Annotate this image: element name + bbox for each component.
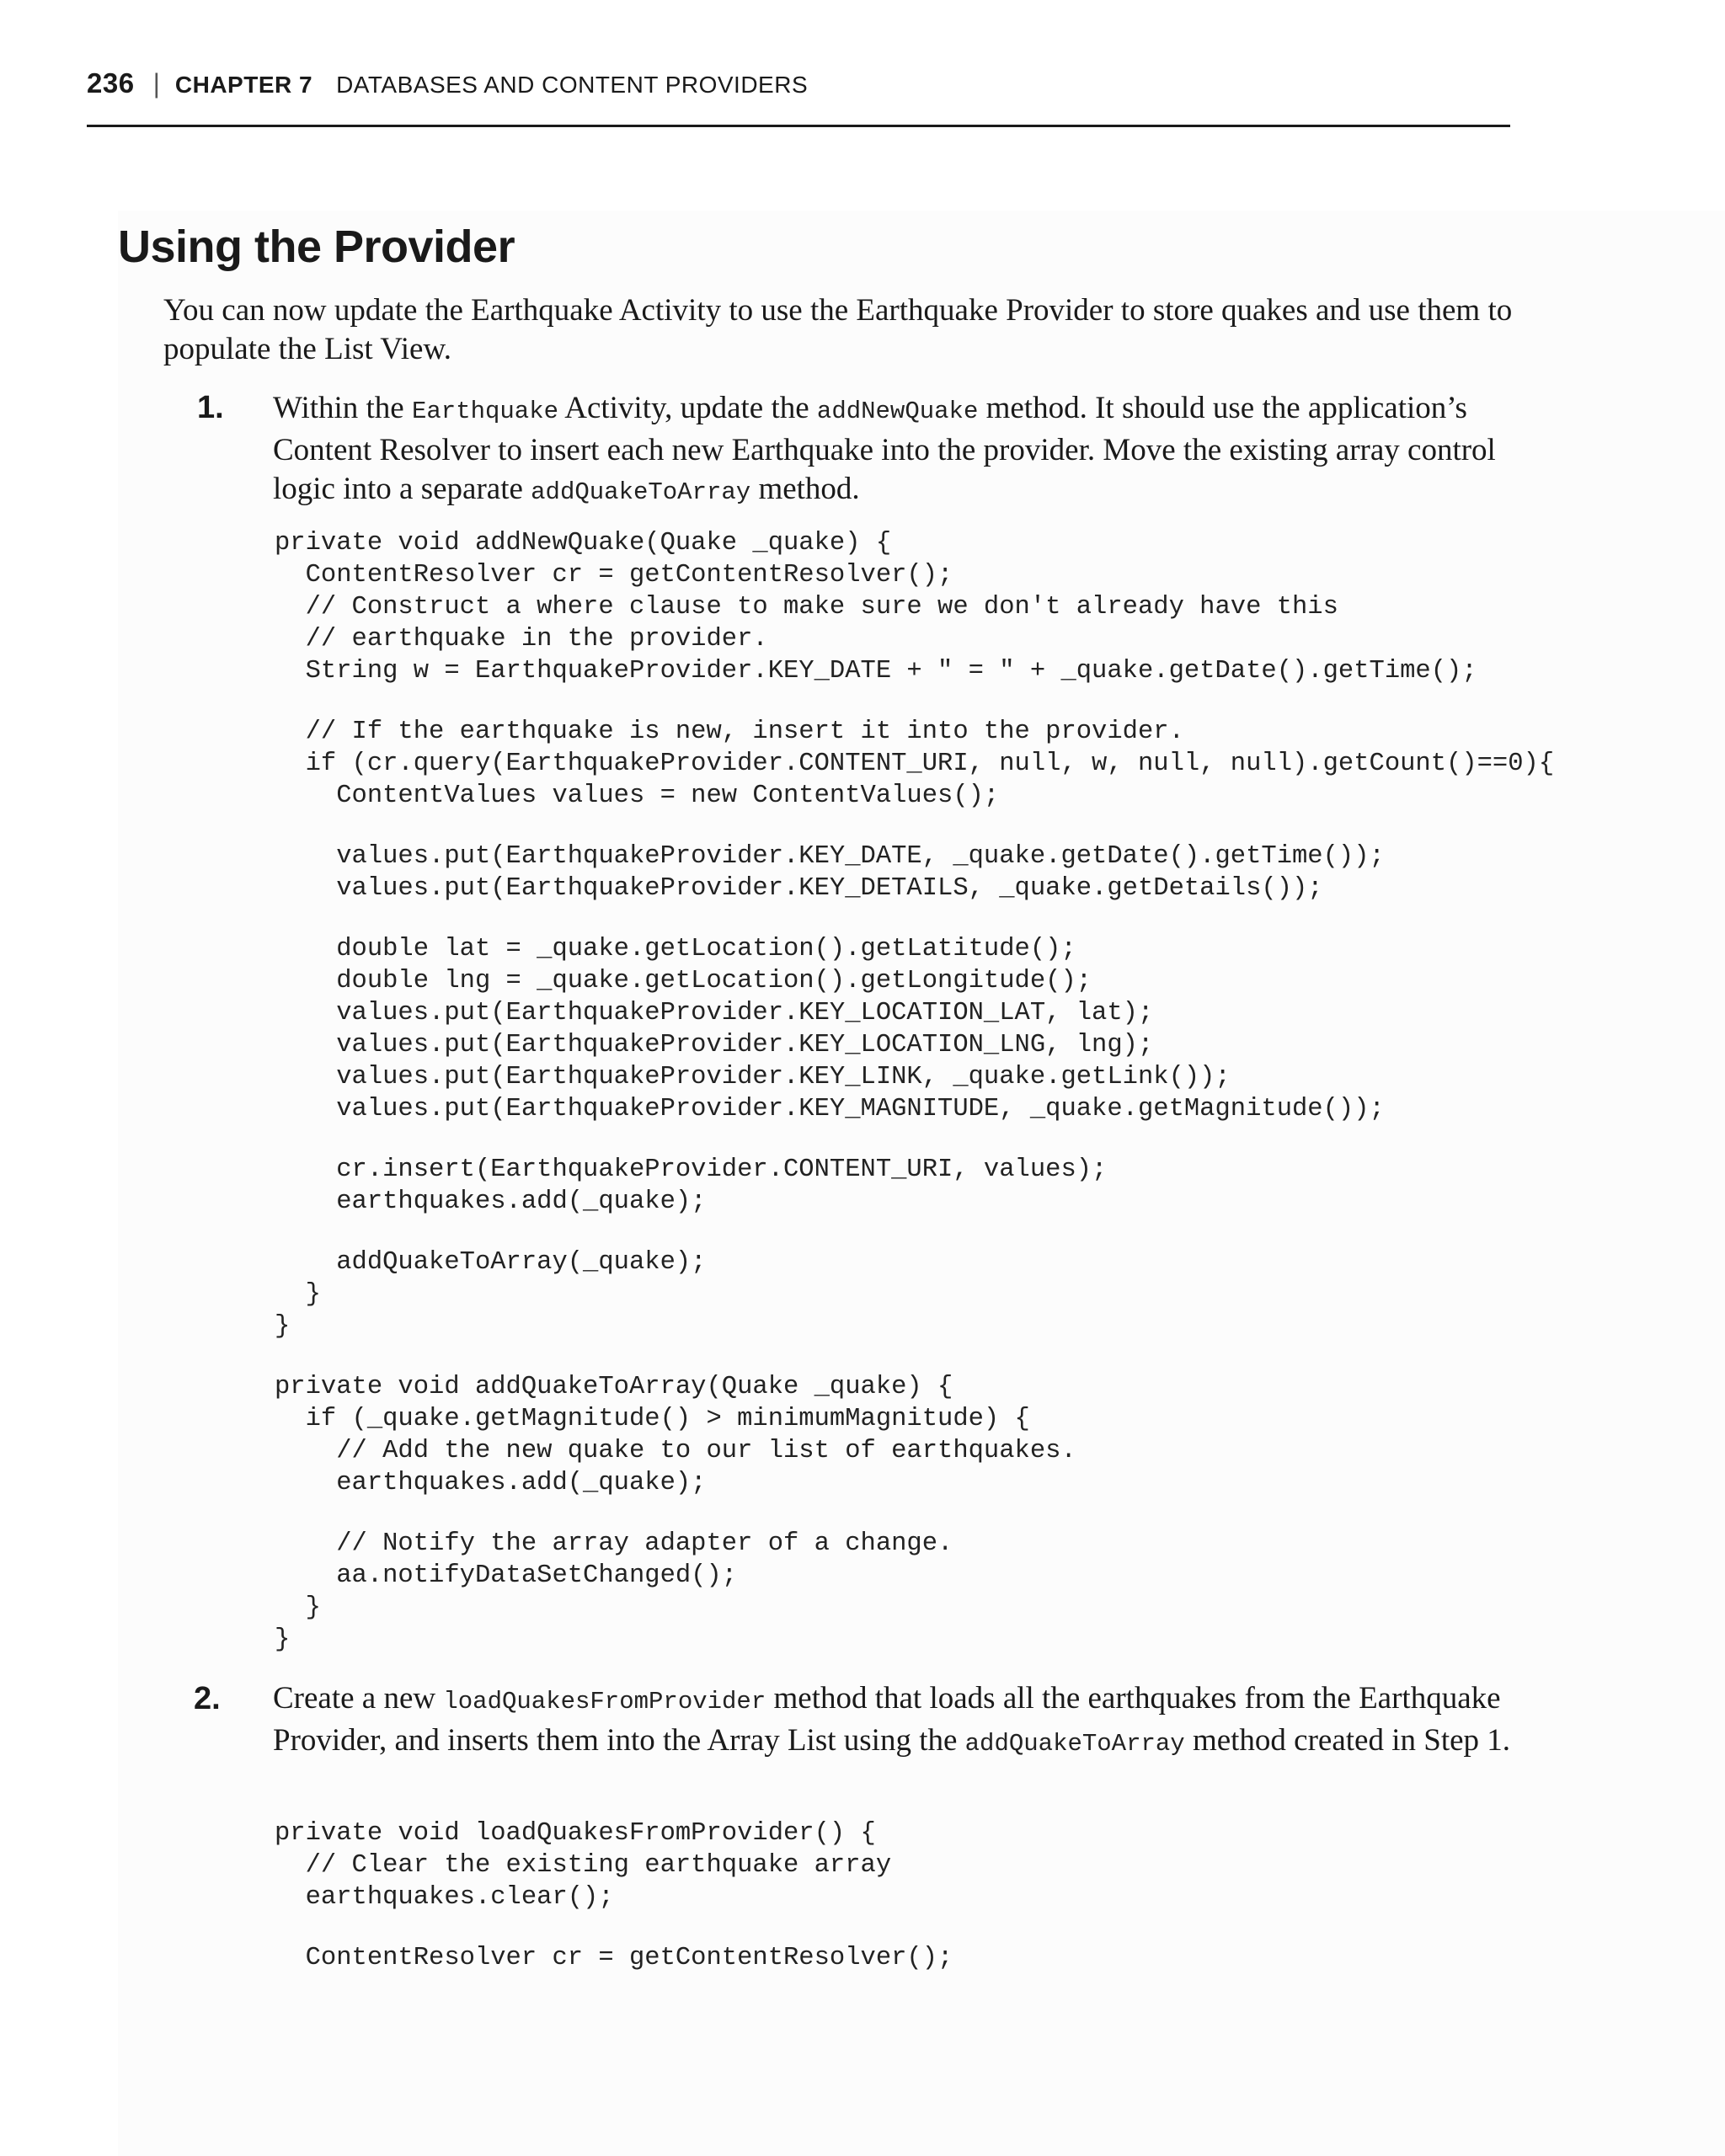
code-line: cr.insert(EarthquakeProvider.CONTENT_URI, values); [275,1155,1108,1184]
code-line: // Construct a where clause to make sure we don't already have this [275,593,1338,622]
code-line: } [275,1593,321,1622]
code-line: ContentResolver cr = getContentResolver(); [275,561,953,590]
code-line [275,687,1572,716]
step-1-number: 1. [197,390,224,425]
chapter-label: CHAPTER 7 [174,72,313,98]
code-line: values.put(EarthquakeProvider.KEY_LOCATION_LNG, lng); [275,1031,1154,1059]
running-header [87,67,1510,126]
inline-code: Earthquake [411,398,559,425]
code-line: if (cr.query(EarthquakeProvider.CONTENT_URI, null, w, null, null).getCount()==0){ [275,750,1555,778]
code-line [275,1913,1572,1942]
code-line [275,1125,1572,1154]
code-line [275,1218,1572,1246]
code-line: String w = EarthquakeProvider.KEY_DATE + " = " + _quake.getDate().getTime(); [275,657,1477,686]
code-line: values.put(EarthquakeProvider.KEY_LOCATION_LAT, lat); [275,999,1154,1027]
code-line [275,812,1572,841]
code-line: ContentValues values = new ContentValues(); [275,782,1000,810]
code-line: // If the earthquake is new, insert it into the provider. [275,718,1184,746]
inline-code: addQuakeToArray [964,1730,1185,1758]
code-line: values.put(EarthquakeProvider.KEY_LINK, _quake.getLink()); [275,1063,1231,1091]
inline-code: loadQuakesFromProvider [443,1688,766,1716]
intro-paragraph: You can now update the Earthquake Activity to use the Earthquake Provider to store quakes and use them to populate the List View. [163,293,1513,366]
code-line: private void loadQuakesFromProvider() { [275,1819,876,1848]
code-line: private void addNewQuake(Quake _quake) { [275,529,892,558]
inline-code: addQuakeToArray [531,478,751,506]
header-separator: | [152,68,160,99]
inline-code: addNewQuake [816,398,979,425]
code-line [275,1499,1572,1528]
code-line: values.put(EarthquakeProvider.KEY_DATE, _quake.getDate().getTime()); [275,842,1385,871]
step-1-text: Within the Earthquake Activity, update the addNewQuake method. It should use the application’s Content Resolver to insert each new Earthquake into the provider. Move the existing array control logic into a separate addQuakeToArray method. [273,391,1496,506]
code-line: private void addQuakeToArray(Quake _quake) { [275,1373,953,1401]
header-rule [87,125,1510,127]
code-line: earthquakes.clear(); [275,1883,614,1912]
code-line: // Clear the existing earthquake array [275,1851,892,1880]
code-line: if (_quake.getMagnitude() > minimumMagnitude) { [275,1405,1030,1433]
code-line: aa.notifyDataSetChanged(); [275,1561,738,1590]
step-2-text: Create a new loadQuakesFromProvider method that loads all the earthquakes from the Earthquake Provider, and inserts them into the Array List using the addQuakeToArray method created in Step 1. [273,1681,1511,1758]
code-line: earthquakes.add(_quake); [275,1187,707,1216]
code-block-load-quakes [275,1817,1572,1974]
code-line [275,1342,1572,1371]
code-line: ContentResolver cr = getContentResolver(); [275,1944,953,1972]
code-line: // Notify the array adapter of a change. [275,1529,953,1558]
section-title: Using the Provider [118,221,515,272]
page-number: 236 [87,67,135,99]
code-line: values.put(EarthquakeProvider.KEY_MAGNITUDE, _quake.getMagnitude()); [275,1095,1385,1123]
code-line: double lat = _quake.getLocation().getLatitude(); [275,935,1076,963]
code-line: addQuakeToArray(_quake); [275,1248,707,1277]
code-line: } [275,1625,291,1654]
code-line: // earthquake in the provider. [275,625,768,654]
step-2-number: 2. [194,1681,221,1716]
chapter-title: DATABASES AND CONTENT PROVIDERS [336,72,809,98]
code-line: values.put(EarthquakeProvider.KEY_DETAILS, _quake.getDetails()); [275,874,1323,903]
code-line: } [275,1280,321,1309]
code-line [275,905,1572,933]
code-line: double lng = _quake.getLocation().getLongitude(); [275,967,1092,995]
code-block-add-new-quake [275,527,1572,1656]
code-line: } [275,1312,291,1341]
code-line: // Add the new quake to our list of earthquakes. [275,1437,1076,1465]
code-line: earthquakes.add(_quake); [275,1469,707,1497]
